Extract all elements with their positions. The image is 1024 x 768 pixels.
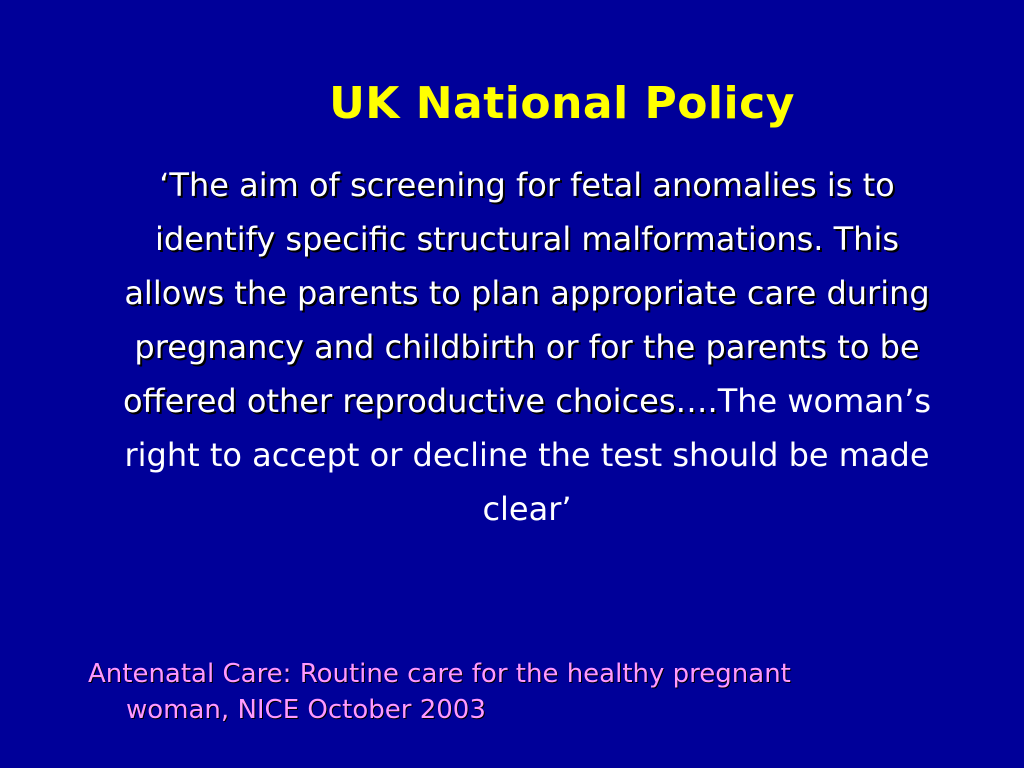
- citation: Antenatal Care: Routine care for the healthy pregnant woman, NICE October 2003: [88, 659, 791, 725]
- slide-title: UK National Policy: [329, 78, 795, 129]
- policy-quote: [112, 158, 942, 536]
- quote-part-aim: ‘The aim of screening for fetal anomalies is to identify specific structural malformations. This allows the parents to plan appropriate care during pregnancy and childbirth or for the parents to be offered other reproductive choices….: [122, 166, 930, 420]
- quote-part-right: The woman’s right to accept or decline the test should be made clear’: [124, 382, 932, 528]
